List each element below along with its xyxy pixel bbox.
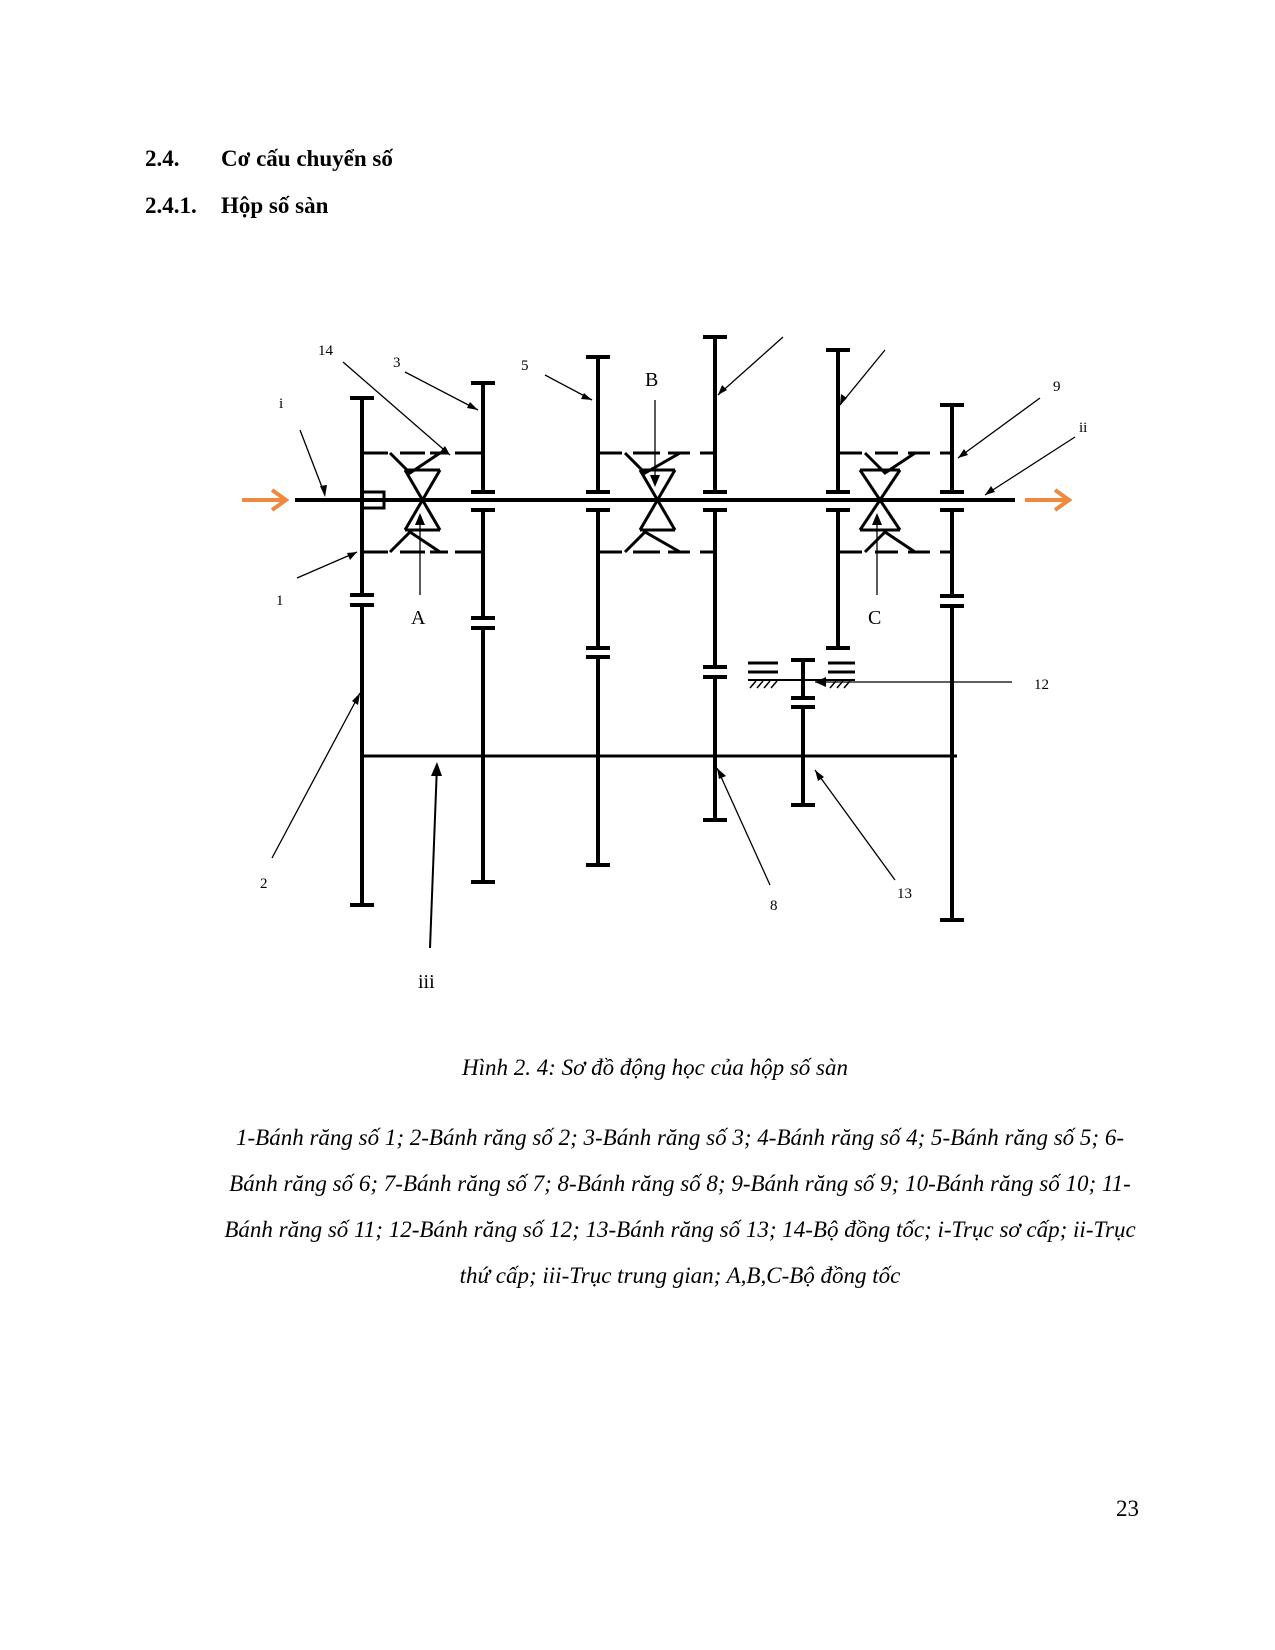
- label-5: 5: [521, 358, 529, 374]
- label-1: 1: [276, 593, 284, 609]
- label-8: 8: [770, 898, 778, 914]
- page-number: 23: [1116, 1496, 1139, 1521]
- label-c: C: [868, 607, 882, 629]
- label-14: 14: [318, 343, 333, 359]
- synchronizer-b: [598, 453, 715, 552]
- label-2: 2: [260, 876, 268, 892]
- subsection-number: 2.4.1.: [145, 193, 197, 218]
- label-b: B: [645, 369, 659, 391]
- label-3: 3: [393, 355, 401, 371]
- label-13: 13: [897, 886, 912, 902]
- figure-caption-legend: 1-Bánh răng số 1; 2-Bánh răng số 2; 3-Bánh răng số 3; 4-Bánh răng số 4; 5-Bánh răng số 5; 6-Bánh răng số 6; 7-Bánh răng số 7; 8-Bánh răng số 8; 9-Bánh răng số 9; 10-Bánh răng số 10; 11-Bánh răng số 11; 12-Bánh răng số 12; 13-Bánh răng số 13; 14-Bộ đồng tốc; i-Trục sơ cấp; ii-Trục thứ cấp; iii-Trục trung gian; A,B,C-Bộ đồng tốc: [224, 1125, 1136, 1288]
- synchronizer-c: [838, 453, 952, 552]
- label-a: A: [411, 607, 426, 629]
- label-12: 12: [1034, 677, 1049, 693]
- label-i: i: [279, 396, 284, 412]
- gear-5: [586, 357, 610, 865]
- section-number: 2.4.: [145, 146, 180, 171]
- label-9: 9: [1053, 379, 1061, 395]
- label-iii: iii: [418, 971, 435, 993]
- subsection-title: Hộp số sàn: [221, 193, 329, 218]
- figure-caption-title: Hình 2. 4: Sơ đồ động học của hộp số sàn: [461, 1055, 848, 1080]
- section-title: Cơ cấu chuyển số: [221, 146, 393, 171]
- gear-9: [940, 405, 964, 920]
- gear-7-8: [703, 337, 727, 820]
- gear-3: [471, 383, 495, 882]
- label-ii: ii: [1079, 420, 1088, 436]
- synchronizer-a: [362, 453, 483, 552]
